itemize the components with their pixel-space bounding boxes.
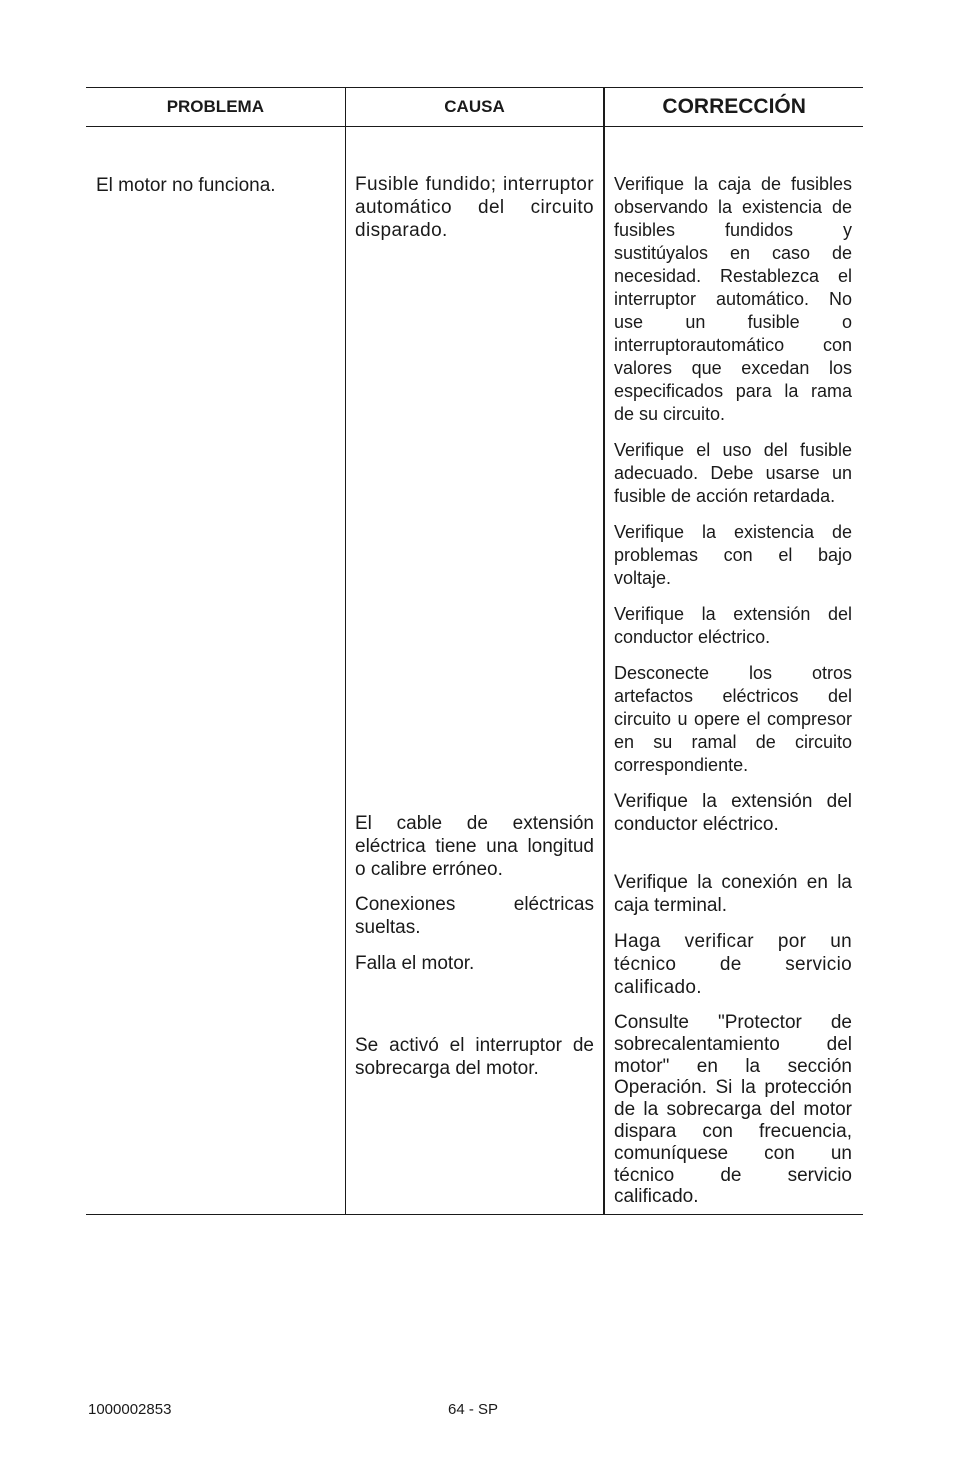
header-correction: CORRECCIÓN xyxy=(603,88,863,126)
cause-item: Conexiones eléctricas sueltas. xyxy=(355,894,594,938)
correction-column xyxy=(603,127,861,1214)
header-problem: PROBLEMA xyxy=(166,97,264,116)
table-body xyxy=(86,127,863,1214)
cause-item: Fusible fundido; interruptor automático del circuito disparado. xyxy=(355,174,594,241)
problem-text: El motor no funciona. xyxy=(96,175,276,196)
correction-item: Haga verificar por un técnico de servicio calificado. xyxy=(614,931,852,998)
cause-item: Se activó el interruptor de sobrecarga del motor. xyxy=(355,1035,594,1079)
correction-item: Consulte "Protector de sobrecalentamiento del motor" en la sección Operación. Si la protección de la sobrecarga del motor dispara con frecuencia, comuníquese con un técnico de servicio calificado. xyxy=(614,1012,852,1208)
problem-column xyxy=(86,127,345,1214)
table-header-row xyxy=(86,88,863,127)
correction-item: Verifique la conexión en la caja terminal. xyxy=(614,872,852,916)
correction-item: Verifique la extensión del conductor eléctrico. xyxy=(614,791,852,835)
correction-item: Verifique la extensión del conductor eléctrico. xyxy=(614,604,852,647)
header-cause: CAUSA xyxy=(345,88,604,126)
cause-item: Falla el motor. xyxy=(355,953,475,974)
correction-item: Desconecte los otros artefactos eléctricos del circuito u opere el compresor en su ramal de circuito correspondiente. xyxy=(614,663,852,775)
cause-item: El cable de extensión eléctrica tiene una longitud o calibre erróneo. xyxy=(355,813,594,880)
troubleshooting-table xyxy=(86,87,863,1215)
footer-page-number: 64 - SP xyxy=(448,1401,499,1418)
footer-part-number: 1000002853 xyxy=(88,1401,172,1418)
correction-item: Verifique la existencia de problemas con el bajo voltaje. xyxy=(614,522,852,588)
correction-item: Verifique la caja de fusibles observando la existencia de fusibles fundidos y sustitúyalos en caso de necesidad. Restablezca el interruptor automático. No use un fusible o interruptorautomático con valores que excedan los especificados para la rama de su circuito. xyxy=(614,174,852,424)
cause-column xyxy=(345,127,603,1214)
correction-item: Verifique el uso del fusible adecuado. Debe usarse un fusible de acción retardada. xyxy=(614,440,852,506)
